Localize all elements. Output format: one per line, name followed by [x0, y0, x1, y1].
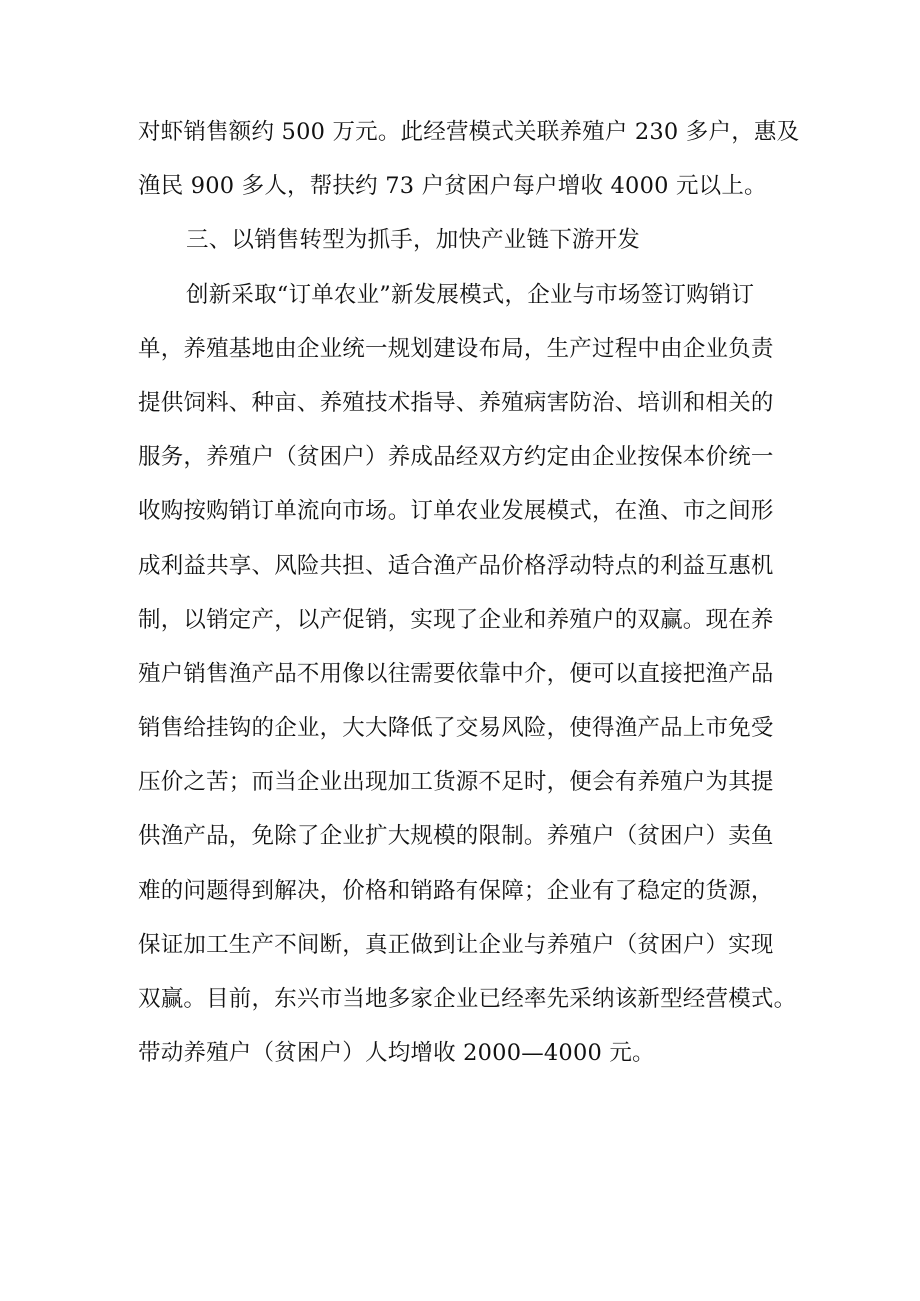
text-line: 带动养殖户（贫困户）人均增收 2000—4000 元。 [138, 1040, 655, 1067]
text-line: 销售给挂钩的企业，大大降低了交易风险，使得渔产品上市免受 [138, 715, 774, 742]
text-line: 制，以销定产，以产促销，实现了企业和养殖户的双赢。现在养 [138, 606, 774, 633]
text-line: 单，养殖基地由企业统一规划建设布局，生产过程中由企业负责 [138, 335, 774, 362]
text-line: 双赢。目前，东兴市当地多家企业已经率先采纳该新型经营模式。 [138, 986, 797, 1012]
text-line: 服务，养殖户（贫困户）养成品经双方约定由企业按保本价统一 [138, 444, 774, 471]
body-text [138, 105, 800, 1080]
text-line: 压价之苦；而当企业出现加工货源不足时，便会有养殖户为其提 [138, 769, 774, 796]
section-heading: 三、以销售转型为抓手，加快产业链下游开发 [186, 227, 641, 254]
text-line: 渔民 900 多人，帮扶约 73 户贫困户每户增收 4000 元以上。 [138, 173, 767, 200]
text-line: 难的问题得到解决，价格和销路有保障；企业有了稳定的货源， [138, 877, 774, 904]
text-line: 对虾销售额约 500 万元。此经营模式关联养殖户 230 多户，惠及 [138, 119, 800, 145]
text-line: 殖户销售渔产品不用像以往需要依靠中介，便可以直接把渔产品 [138, 660, 774, 687]
text-line: 保证加工生产不间断，真正做到让企业与养殖户（贫困户）实现 [138, 931, 774, 958]
text-line: 提供饲料、种亩、养殖技术指导、养殖病害防治、培训和相关的 [138, 389, 774, 416]
text-line: 收购按购销订单流向市场。订单农业发展模式，在渔、市之间形 [138, 498, 774, 525]
text-line: 成利益共享、风险共担、适合渔产品价格浮动特点的利益互惠机 [138, 552, 774, 579]
text-line: 创新采取“订单农业”新发展模式，企业与市场签订购销订 [186, 281, 755, 308]
text-line: 供渔产品，免除了企业扩大规模的限制。养殖户（贫困户）卖鱼 [138, 823, 774, 850]
